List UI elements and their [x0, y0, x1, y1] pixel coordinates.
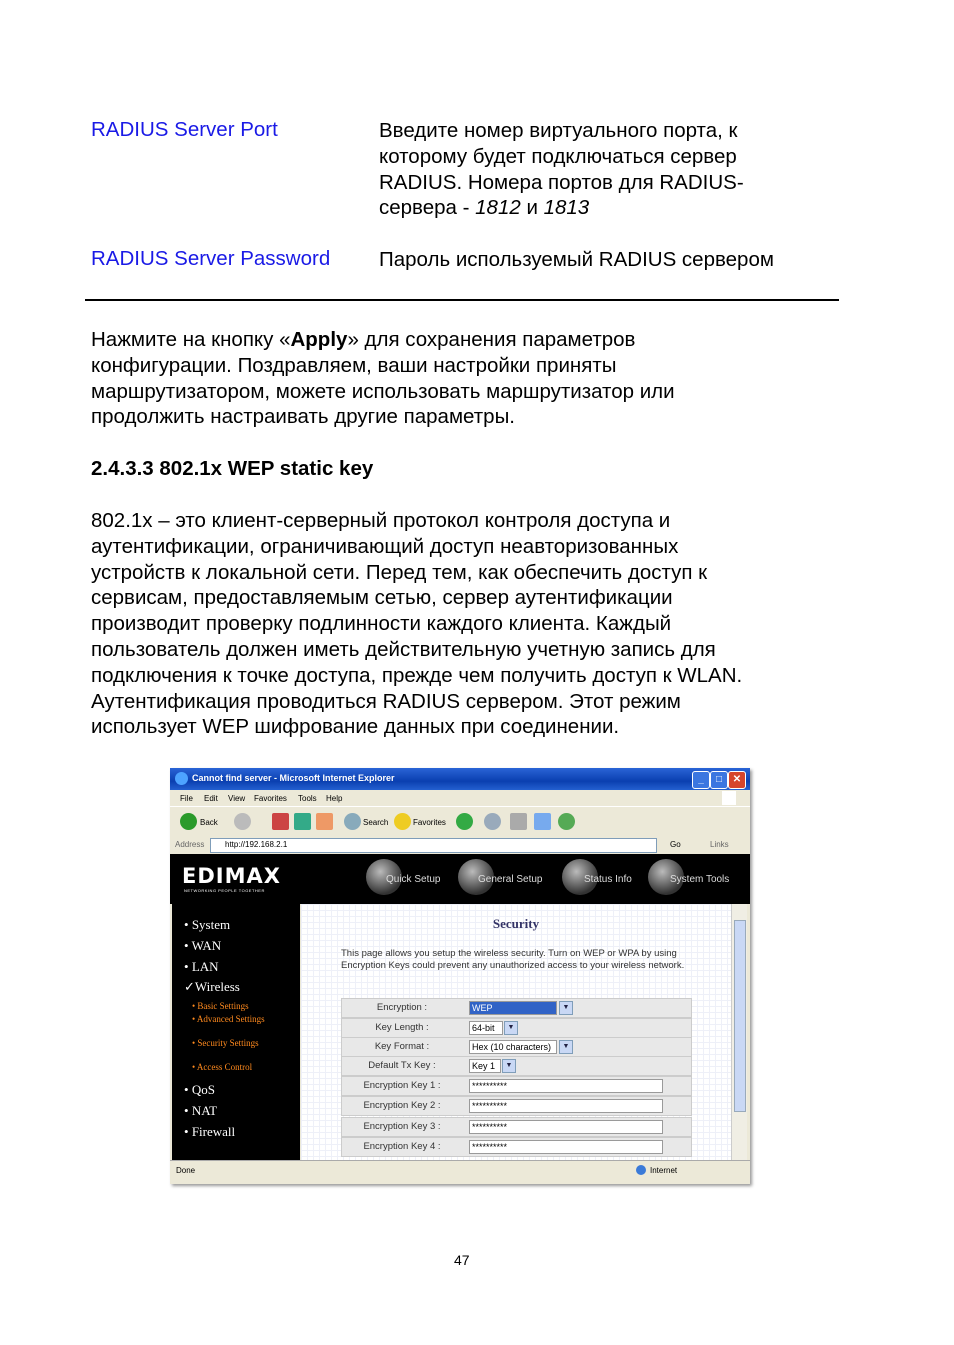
and-word: и [520, 196, 544, 220]
field-label: Encryption Key 3 : [363, 1121, 441, 1132]
encryption-select[interactable]: WEP [469, 1001, 557, 1015]
sidebar-sub-basic-settings[interactable]: • Basic Settings [192, 1001, 249, 1011]
back-icon[interactable] [180, 813, 197, 830]
security-title: Security [492, 916, 540, 931]
field-row-default-tx-key [341, 1056, 692, 1076]
menu-help[interactable]: Help [326, 794, 343, 803]
home-icon[interactable] [316, 813, 333, 830]
chevron-down-icon[interactable]: ▼ [504, 1021, 518, 1035]
apply-prefix: Нажмите на кнопку « [91, 328, 291, 351]
sidebar-item-wan[interactable]: • WAN [184, 938, 222, 953]
address-value: http://192.168.2.1 [225, 840, 288, 849]
field-label: Encryption Key 4 : [363, 1141, 441, 1152]
sidebar-label: Wireless [194, 979, 240, 994]
mail-icon[interactable] [484, 813, 501, 830]
desc-radius-server-password: Пароль используемый RADIUS сервером [379, 248, 774, 271]
term-radius-server-password: RADIUS Server Password [91, 247, 331, 270]
print-icon[interactable] [510, 813, 527, 830]
window-title: Cannot find server - Microsoft Internet Explorer [192, 773, 395, 783]
messenger-icon[interactable] [558, 813, 575, 830]
chevron-down-icon[interactable]: ▼ [502, 1059, 516, 1073]
field-row-encryption-key-1 [341, 1076, 692, 1096]
security-description: This page allows you setup the wireless security. Turn on WEP or WPA by using Encryption Keys could prevent any unauthorized access to your wireless network. [341, 948, 685, 971]
back-label[interactable]: Back [200, 818, 218, 827]
body-paragraph [91, 508, 851, 740]
browser-toolbar [170, 806, 750, 838]
divider-rule [85, 299, 839, 301]
body-line: подключения к точке доступа, прежде чем получить доступ к WLAN. [91, 663, 743, 687]
sidebar-label: NAT [191, 1103, 218, 1118]
browser-statusbar [170, 1160, 750, 1181]
menu-tools[interactable]: Tools [298, 794, 317, 803]
security-panel [301, 904, 731, 1160]
apply-paragraph [91, 327, 851, 430]
sidebar-item-qos[interactable]: • QoS [184, 1082, 215, 1097]
sidebar-item-lan[interactable]: • LAN [184, 959, 219, 974]
vertical-scrollbar[interactable] [731, 904, 747, 1160]
apply-line: продолжить настраивать другие параметры. [91, 405, 515, 429]
desc-prefix: сервера - [379, 196, 476, 220]
sidebar-sub-label: Advanced Settings [196, 1014, 265, 1024]
body-line: пользователь должен иметь действительную учетную запись для [91, 637, 716, 661]
go-button[interactable]: Go [670, 840, 681, 849]
field-row-encryption [341, 998, 692, 1018]
encryption-key-2-input[interactable]: ********** [469, 1099, 663, 1113]
nav-status-info[interactable]: Status Info [584, 874, 632, 885]
ie-icon [175, 772, 188, 785]
sidebar-item-nat[interactable]: • NAT [184, 1103, 218, 1118]
links-label[interactable]: Links [710, 840, 729, 849]
body-line: 802.1x – это клиент-серверный протокол контроля доступа и [91, 509, 671, 532]
port-1812: 1812 [475, 196, 521, 220]
forward-icon[interactable] [234, 813, 251, 830]
default-tx-key-select[interactable]: Key 1 [469, 1059, 501, 1073]
edimax-logo: EDIMAX [182, 864, 281, 888]
sidebar-sub-advanced-settings[interactable]: • Advanced Settings [192, 1014, 265, 1024]
browser-screenshot [170, 768, 750, 1184]
desc-radius-server-port [379, 118, 839, 221]
apply-suffix: » для сохранения параметров [347, 328, 636, 351]
maximize-icon[interactable]: □ [710, 771, 728, 789]
field-row-encryption-key-3 [341, 1117, 692, 1137]
body-line: аутентификации, ограничивающий доступ неавторизованных [91, 534, 679, 558]
sidebar-label: WAN [191, 938, 222, 953]
address-input[interactable] [210, 838, 657, 853]
key-length-select[interactable]: 64-bit [469, 1021, 503, 1035]
apply-bold: Apply [290, 328, 348, 351]
scrollbar-thumb[interactable] [734, 920, 746, 1112]
apply-line: конфигурации. Поздравляем, ваши настройки приняты [91, 353, 617, 377]
close-icon[interactable]: ✕ [728, 771, 746, 789]
edimax-tagline: NETWORKING PEOPLE TOGETHER [184, 888, 265, 893]
body-line: использует WEP шифрование данных при соединении. [91, 715, 620, 739]
body-line: производит проверку подлинности каждого клиента. Каждый [91, 612, 672, 636]
sidebar-label: System [191, 917, 231, 932]
chevron-down-icon[interactable]: ▼ [559, 1040, 573, 1054]
stop-icon[interactable] [272, 813, 289, 830]
sidebar-item-firewall[interactable]: • Firewall [184, 1124, 236, 1139]
history-icon[interactable] [456, 813, 473, 830]
port-1813: 1813 [543, 196, 590, 220]
sidebar-sub-label: Access Control [196, 1062, 253, 1072]
field-label: Key Length : [375, 1022, 429, 1033]
field-label: Key Format : [374, 1041, 430, 1052]
desc-line: Введите номер виртуального порта, к [379, 119, 738, 142]
encryption-key-3-input[interactable]: ********** [469, 1120, 663, 1134]
search-label[interactable]: Search [363, 818, 389, 827]
sidebar-item-wireless[interactable]: ✓Wireless [184, 979, 240, 994]
body-line: устройств к локальной сети. Перед тем, как обеспечить доступ к [91, 560, 708, 584]
menu-bar [170, 790, 750, 806]
address-label: Address [175, 840, 205, 849]
key-format-select[interactable]: Hex (10 characters) [469, 1040, 557, 1054]
status-zone: Internet [650, 1166, 678, 1175]
sidebar-item-system[interactable]: • System [184, 917, 231, 932]
favorites-icon[interactable] [394, 813, 411, 830]
field-label: Encryption : [376, 1002, 428, 1013]
page-number: 47 [454, 1252, 470, 1268]
sidebar-label: Firewall [191, 1124, 236, 1139]
router-header [170, 854, 750, 904]
sidebar-label: LAN [191, 959, 219, 974]
chevron-down-icon[interactable]: ▼ [559, 1001, 573, 1015]
menu-edit[interactable]: Edit [204, 794, 218, 803]
minimize-icon[interactable]: _ [692, 771, 710, 789]
menu-view[interactable]: View [228, 794, 246, 803]
apply-line: маршрутизатором, можете использовать маршрутизатор или [91, 379, 675, 403]
desc-line: RADIUS. Номера портов для RADIUS- [379, 170, 744, 194]
status-done: Done [176, 1166, 196, 1175]
field-label: Encryption Key 1 : [363, 1080, 441, 1091]
sidebar-sub-security-settings[interactable]: • Security Settings [192, 1038, 259, 1048]
desc-line-ports [379, 195, 839, 221]
sidebar-label: QoS [191, 1082, 215, 1097]
address-bar [170, 836, 750, 854]
sidebar-sub-label: Security Settings [197, 1038, 259, 1048]
body-line: сервисам, предоставляемым сетью, сервер аутентификации [91, 586, 673, 610]
router-sidebar [172, 904, 300, 1160]
nav-quick-setup[interactable]: Quick Setup [386, 874, 441, 885]
desc-line: которому будет подключаться сервер [379, 144, 737, 168]
internet-globe-icon [636, 1165, 646, 1175]
field-row-key-format [341, 1037, 692, 1057]
field-label: Default Tx Key : [368, 1060, 436, 1071]
favorites-label[interactable]: Favorites [413, 818, 446, 827]
windows-flag-icon [722, 791, 736, 805]
field-row-key-length [341, 1018, 692, 1038]
sidebar-sub-label: Basic Settings [197, 1001, 249, 1011]
field-label: Encryption Key 2 : [363, 1100, 441, 1111]
edit-icon[interactable] [534, 813, 551, 830]
nav-general-setup[interactable]: General Setup [478, 874, 543, 885]
window-titlebar [170, 768, 750, 790]
menu-favorites[interactable]: Favorites [254, 794, 287, 803]
search-icon[interactable] [344, 813, 361, 830]
encryption-key-1-input[interactable]: ********** [469, 1079, 663, 1093]
field-row-encryption-key-4 [341, 1137, 692, 1157]
nav-system-tools[interactable]: System Tools [670, 874, 730, 885]
sidebar-sub-access-control[interactable]: • Access Control [192, 1062, 253, 1072]
term-radius-server-port: RADIUS Server Port [91, 118, 278, 141]
apply-line-1 [91, 327, 851, 353]
menu-file[interactable]: File [180, 794, 193, 803]
section-heading: 2.4.3.3 802.1x WEP static key [91, 457, 374, 480]
body-line: Аутентификация проводиться RADIUS сервером. Этот режим [91, 689, 681, 713]
refresh-icon[interactable] [294, 813, 311, 830]
encryption-key-4-input[interactable]: ********** [469, 1140, 663, 1154]
field-row-encryption-key-2 [341, 1096, 692, 1116]
